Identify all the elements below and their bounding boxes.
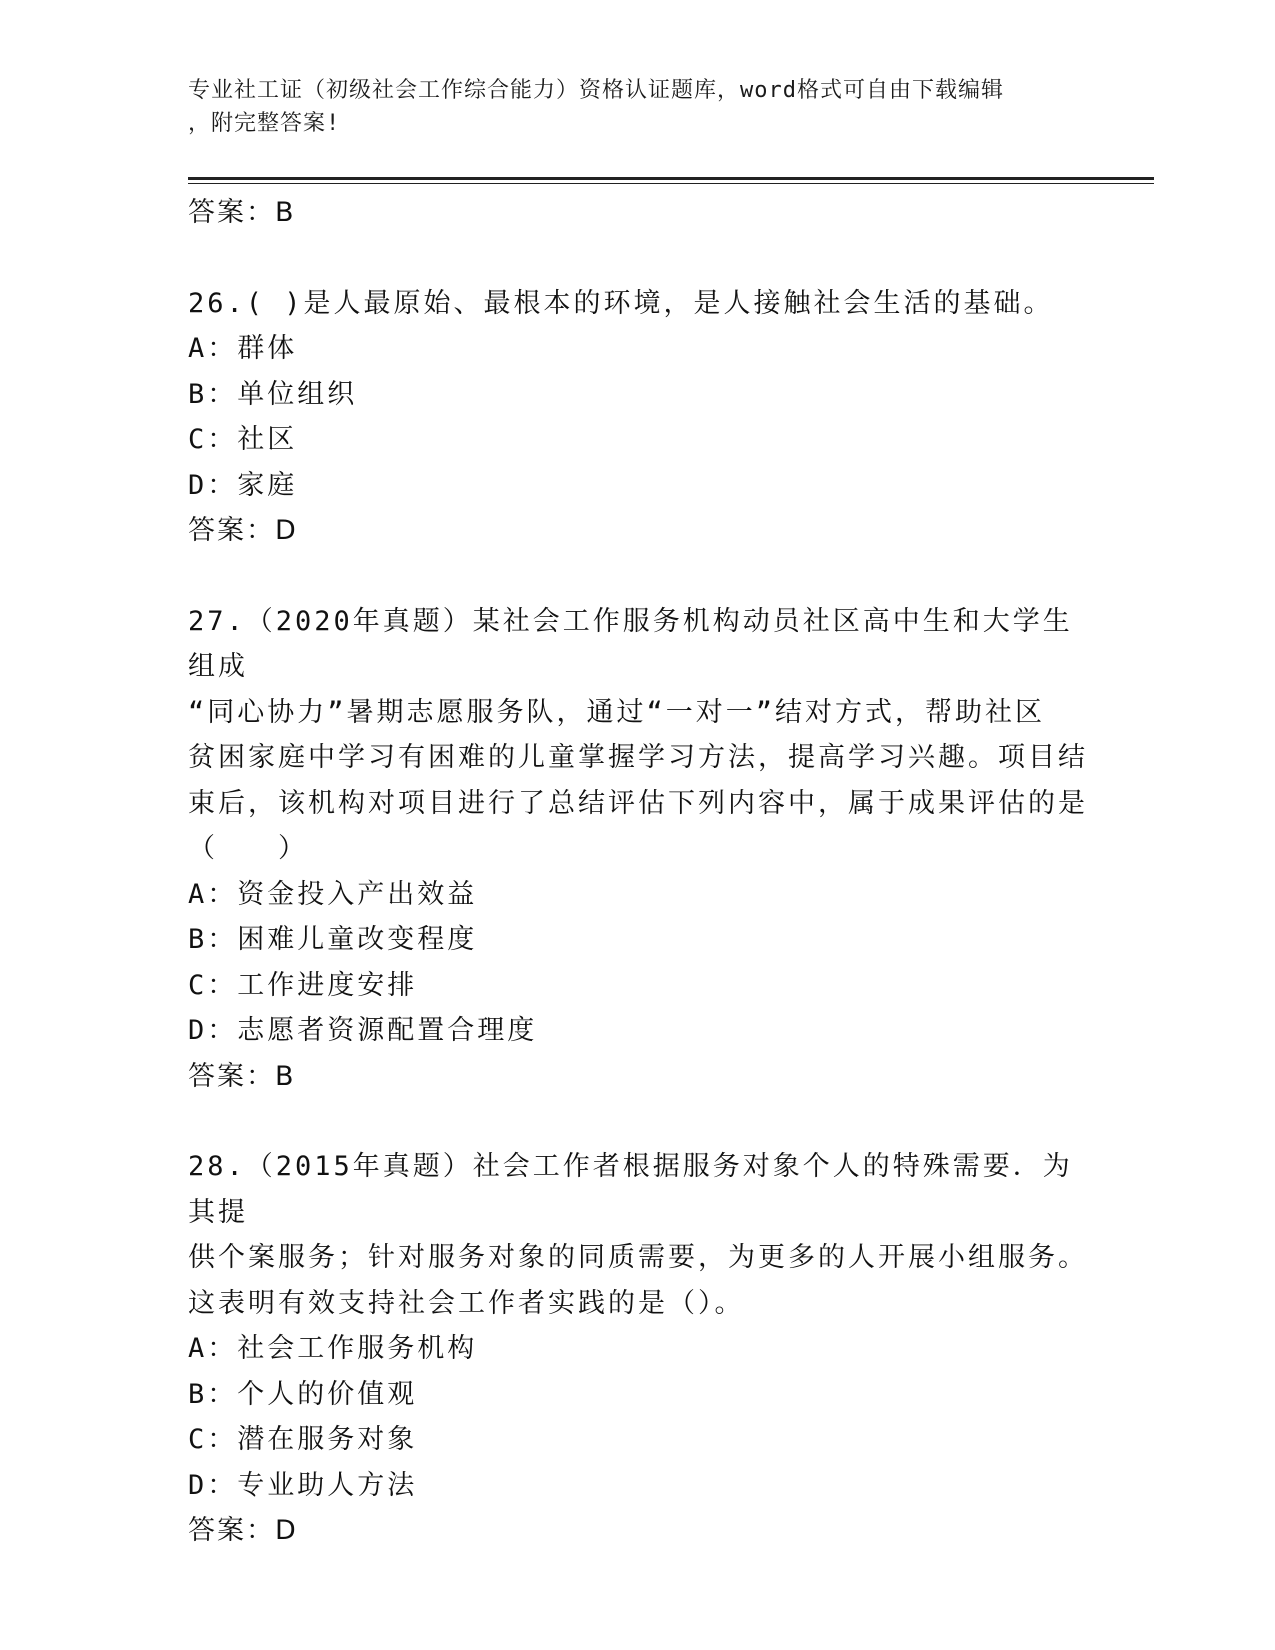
option-b: B：单位组织 [188,378,358,410]
option-a: A：群体 [188,333,298,364]
option-d: D：家庭 [188,469,298,501]
answer: 答案：D [188,1515,298,1546]
option-d: D：志愿者资源配置合理度 [188,1015,538,1046]
option-a: A：资金投入产出效益 [188,878,478,910]
option-c: C：社区 [188,424,298,455]
answer: 答案：D [188,515,298,546]
header-divider-thin [188,183,1154,184]
header-divider-thick [188,177,1154,180]
previous-answer: 答案：B [188,197,296,228]
question-stem-line: 27.（2020年真题）某社会工作服务机构动员社区高中生和大学生组成 [188,605,1073,682]
question-27 [188,599,1088,1100]
question-blank-parens: （ ） [188,833,308,864]
question-28 [188,1144,1088,1554]
option-d: D：专业助人方法 [188,1469,418,1501]
header-title-line2: ，附完整答案! [188,111,341,136]
question-26 [188,281,1088,554]
question-stem-line: 这表明有效支持社会工作者实践的是（）。 [188,1287,745,1319]
question-stem: 26.( )是人最原始、最根本的环境，是人接触社会生活的基础。 [188,287,1054,319]
question-stem-line: 供个案服务；针对服务对象的同质需要，为更多的人开展小组服务。 [188,1242,1088,1273]
question-stem-line: 束后，该机构对项目进行了总结评估下列内容中，属于成果评估的是 [188,787,1088,819]
option-b: B：个人的价值观 [188,1378,418,1410]
question-stem-line: “同心协力”暑期志愿服务队，通过“一对一”结对方式，帮助社区 [188,696,1046,728]
answer: 答案：B [188,1060,296,1092]
question-stem-line: 28.（2015年真题）社会工作者根据服务对象个人的特殊需要．为其提 [188,1151,1073,1228]
question-list [188,190,1088,1599]
option-a: A：社会工作服务机构 [188,1333,478,1364]
question-stem-line: 贫困家庭中学习有困难的儿童掌握学习方法，提高学习兴趣。项目结 [188,742,1088,773]
page-header [188,74,1068,140]
header-title-line1: 专业社工证（初级社会工作综合能力）资格认证题库，word格式可自由下载编辑 [188,78,1004,103]
option-c: C：工作进度安排 [188,969,418,1001]
option-b: B：困难儿童改变程度 [188,924,478,955]
option-c: C：潜在服务对象 [188,1424,418,1455]
